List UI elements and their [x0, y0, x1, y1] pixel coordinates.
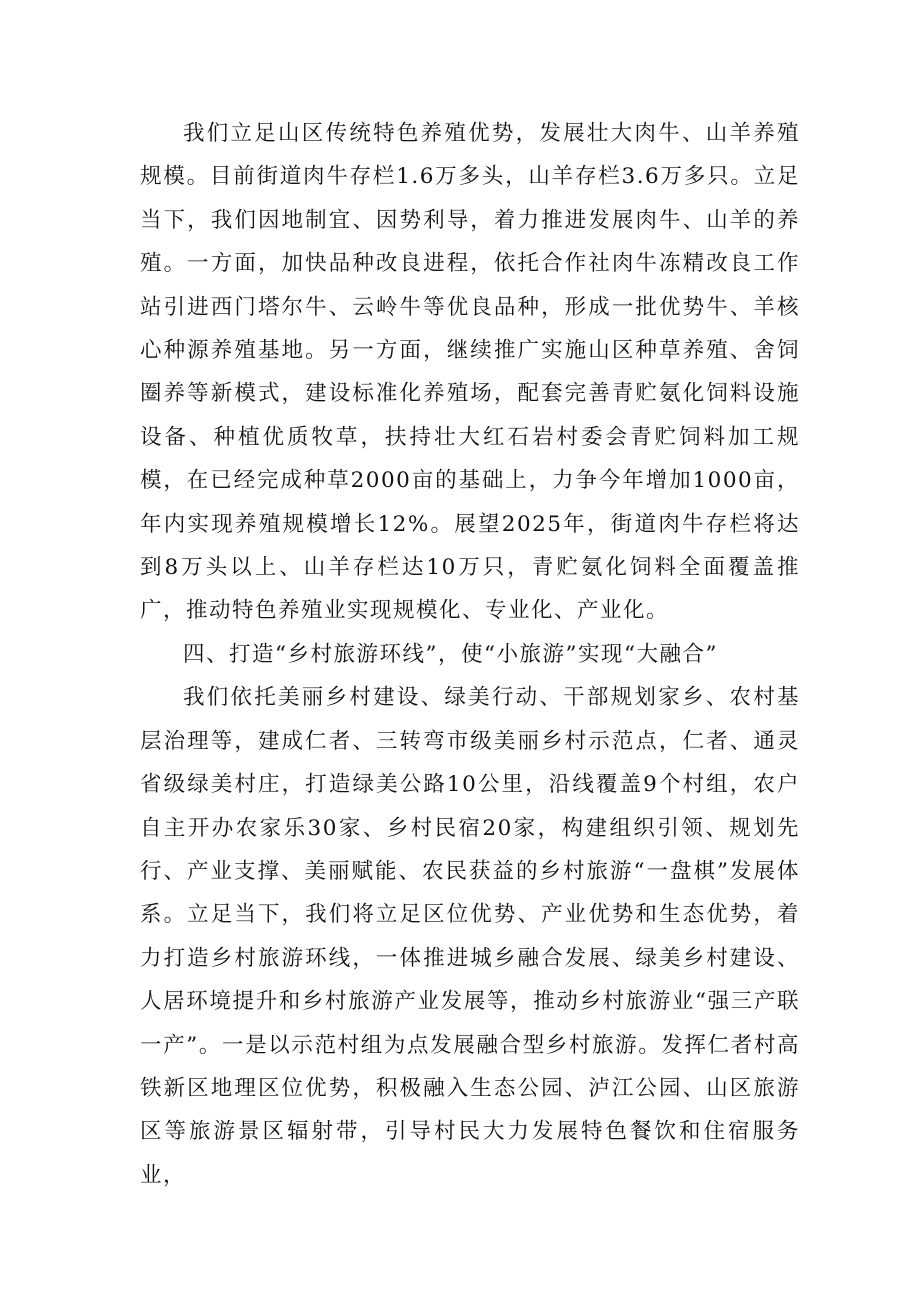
paragraph-livestock: 我们立足山区传统特色养殖优势，发展壮大肉牛、山羊养殖规模。目前街道肉牛存栏1.6万多头，山羊存栏3.6万多只。立足当下，我们因地制宜、因势利导，着力推进发展肉牛、山羊的养殖。一方面，加快品种改良进程，依托合作社肉牛冻精改良工作站引进西门塔尔牛、云岭牛等优良品种，形成一批优势牛、羊核心种源养殖基地。另一方面，继续推广实施山区种草养殖、舍饲圈养等新模式，建设标准化养殖场，配套完善青贮氨化饲料设施设备、种植优质牧草，扶持壮大红石岩村委会青贮饲料加工规模，在已经完成种草2000亩的基础上，力争今年增加1000亩，年内实现养殖规模增长12%。展望2025年，街道肉牛存栏将达到8万头以上、山羊存栏达10万只，青贮氨化饲料全面覆盖推广，推动特色养殖业实现规模化、专业化、产业化。	[140, 121, 800, 624]
document-body	[140, 112, 800, 1197]
paragraph-rural-tourism: 我们依托美丽乡村建设、绿美行动、干部规划家乡、农村基层治理等，建成仁者、三转弯市级美丽乡村示范点，仁者、通灵省级绿美村庄，打造绿美公路10公里，沿线覆盖9个村组，农户自主开办农家乐30家、乡村民宿20家，构建组织引领、规划先行、产业支撑、美丽赋能、农民获益的乡村旅游“一盘棋”发展体系。立足当下，我们将立足区位优势、产业优势和生态优势，着力打造乡村旅游环线，一体推进城乡融合发展、绿美乡村建设、人居环境提升和乡村旅游产业发展等，推动乡村旅游业“强三产联一产”。一是以示范村组为点发展融合型乡村旅游。发挥仁者村高铁新区地理区位优势，积极融入生态公园、泸江公园、山区旅游区等旅游景区辐射带，引导村民大力发展特色餐饮和住宿服务业，	[140, 685, 800, 1188]
section-heading: 四、打造“乡村旅游环线”，使“小旅游”实现“大融合”	[183, 641, 718, 667]
